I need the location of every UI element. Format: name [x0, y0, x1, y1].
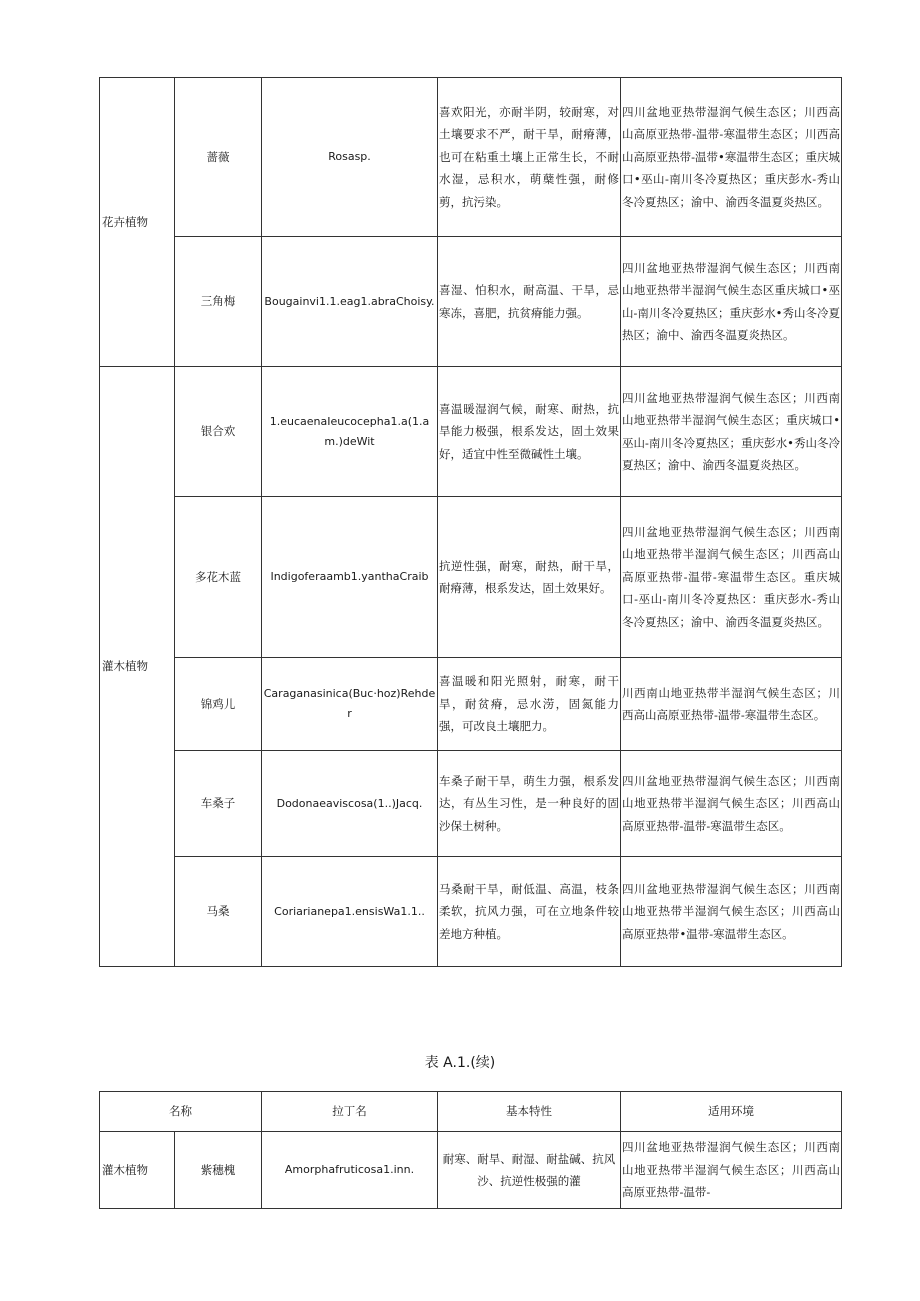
latin-name: Bougainvi1.1.eag1.abraChoisy.	[262, 237, 438, 367]
category-cell: 灌木植物	[100, 1132, 175, 1209]
environment-cell: 四川盆地亚热带湿润气候生态区；川西南山地亚热带半湿润气候生态区；重庆城口•巫山-南川冬冷夏热区；重庆彭水•秀山冬冷夏热区；渝中、渝西冬温夏炎热区。	[621, 367, 842, 497]
table-caption: 表 A.1.(续)	[424, 1055, 496, 1071]
features-cell: 喜温暖湿润气候，耐寒、耐热，抗旱能力极强，根系发达，固土效果好，适宜中性至微碱性土壤。	[438, 367, 621, 497]
environment-cell: 四川盆地亚热带湿润气候生态区；川西南山地亚热带半湿润气候生态区；川西高山高原亚热带-温带-	[621, 1132, 842, 1209]
latin-name: Rosasp.	[262, 78, 438, 237]
plant-name: 蔷薇	[175, 78, 262, 237]
latin-name: Indigoferaamb1.yanthaCraib	[262, 497, 438, 658]
latin-name: Caraganasinica(Buc·hoz)Rehder	[262, 658, 438, 751]
header-name: 名称	[100, 1092, 262, 1132]
plant-name: 多花木蓝	[175, 497, 262, 658]
table-row	[100, 857, 842, 967]
features-cell: 耐寒、耐旱、耐湿、耐盐碱、抗风沙、抗逆性极强的灌	[438, 1132, 621, 1209]
environment-cell: 四川盆地亚热带湿润气候生态区；川西南山地亚热带半湿润气候生态区；川西高山高原亚热带-温带-寒温带生态区。	[621, 751, 842, 857]
plant-name: 锦鸡儿	[175, 658, 262, 751]
plant-name: 马桑	[175, 857, 262, 967]
category-cell: 灌木植物	[100, 367, 175, 967]
environment-cell: 川西南山地亚热带半湿润气候生态区；川西高山高原亚热带-温带-寒温带生态区。	[621, 658, 842, 751]
plant-name: 车桑子	[175, 751, 262, 857]
header-features: 基本特性	[438, 1092, 621, 1132]
latin-name: Coriarianepa1.ensisWa1.1..	[262, 857, 438, 967]
table-row	[100, 367, 842, 497]
features-cell: 车桑子耐干旱，萌生力强，根系发达，有丛生习性，是一种良好的固沙保土树种。	[438, 751, 621, 857]
category-cell: 花卉植物	[100, 78, 175, 367]
table-row	[100, 751, 842, 857]
features-cell: 抗逆性强，耐寒，耐热，耐干旱，耐瘠薄，根系发达，固土效果好。	[438, 497, 621, 658]
table-row	[100, 497, 842, 658]
header-environment: 适用环境	[621, 1092, 842, 1132]
latin-name: 1.eucaenaIeucocepha1.a(1.am.)deWit	[262, 367, 438, 497]
features-cell: 马桑耐干旱，耐低温、高温，枝条柔软，抗风力强，可在立地条件较差地方种植。	[438, 857, 621, 967]
plant-name: 银合欢	[175, 367, 262, 497]
table-row	[100, 658, 842, 751]
environment-cell: 四川盆地亚热带湿润气候生态区；川西南山地亚热带半湿润气候生态区重庆城口•巫山-南川冬冷夏热区；重庆彭水•秀山冬冷夏热区；渝中、渝西冬温夏炎热区。	[621, 237, 842, 367]
environment-cell: 四川盆地亚热带湿润气候生态区；川西南山地亚热带半湿润气候生态区；川西高山高原亚热带-温带-寒温带生态区。重庆城口-巫山-南川冬冷夏热区：重庆彭水-秀山冬冷夏热区；渝中、渝西冬温夏炎热区。	[621, 497, 842, 658]
plant-name: 紫穗槐	[175, 1132, 262, 1209]
table-row	[100, 237, 842, 367]
latin-name: Dodonaeaviscosa(1..)Jacq.	[262, 751, 438, 857]
features-cell: 喜温暖和阳光照射，耐寒，耐干旱，耐贫瘠，忌水涝，固氮能力强，可改良土壤肥力。	[438, 658, 621, 751]
features-cell: 喜湿、怕积水，耐高温、干旱，忌寒冻，喜肥，抗贫瘠能力强。	[438, 237, 621, 367]
plant-name: 三角梅	[175, 237, 262, 367]
continued-table	[99, 1091, 842, 1209]
features-cell: 喜欢阳光，亦耐半阴，较耐寒，对土壤要求不严，耐干旱，耐瘠薄，也可在粘重土壤上正常生长，不耐水湿，忌积水，萌蘖性强，耐修剪，抗污染。	[438, 78, 621, 237]
plant-table	[99, 77, 842, 967]
header-latin: 拉丁名	[262, 1092, 438, 1132]
table-row	[100, 1132, 842, 1209]
table-row	[100, 78, 842, 237]
header-row	[100, 1092, 842, 1132]
latin-name: Amorphafruticosa1.inn.	[262, 1132, 438, 1209]
environment-cell: 四川盆地亚热带湿润气候生态区；川西高山高原亚热带-温带-寒温带生态区；川西高山高原亚热带-温带•寒温带生态区；重庆城口•巫山-南川冬冷夏热区；重庆彭水-秀山冬冷夏热区；渝中、渝西冬温夏炎热区。	[621, 78, 842, 237]
environment-cell: 四川盆地亚热带湿润气候生态区；川西南山地亚热带半湿润气候生态区；川西高山高原亚热带•温带-寒温带生态区。	[621, 857, 842, 967]
